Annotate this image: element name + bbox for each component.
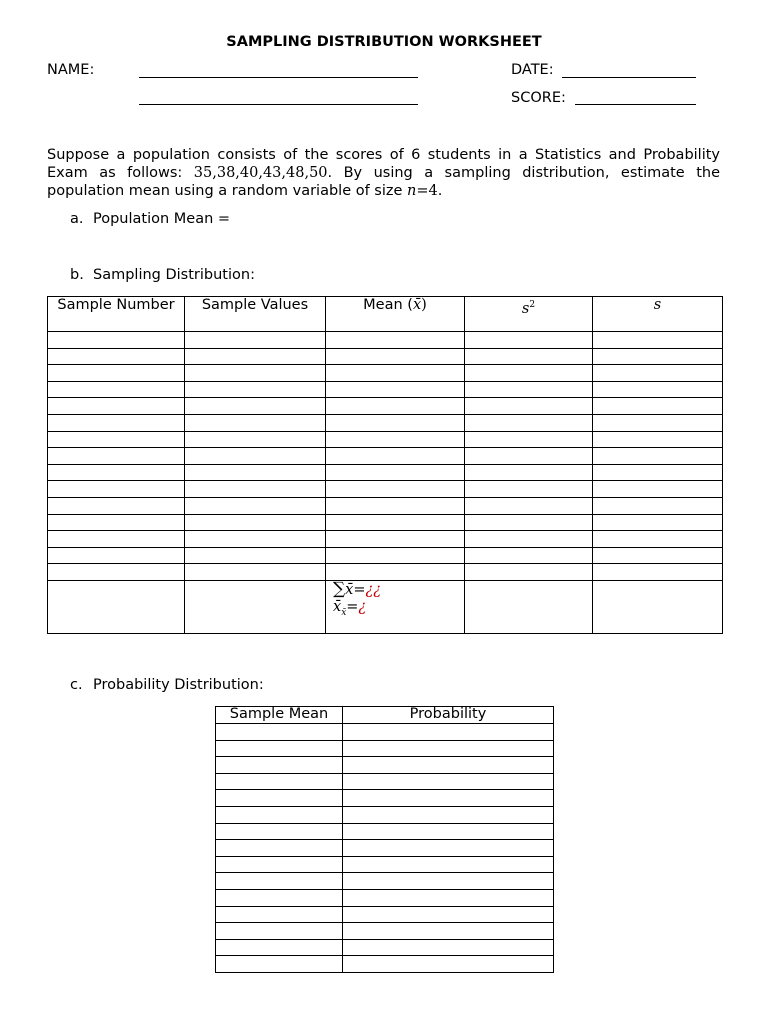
table-row [216,956,554,973]
table-cell[interactable] [48,531,185,548]
table-cell[interactable] [343,740,554,757]
table-cell[interactable] [593,481,723,498]
table-row [216,906,554,923]
sum-formula [333,578,464,599]
table-cell[interactable] [593,431,723,448]
table-cell[interactable] [593,381,723,398]
table-row [216,806,554,823]
table-row [48,365,723,382]
table-cell[interactable] [48,514,185,531]
table-cell[interactable] [343,956,554,973]
table-cell[interactable] [465,348,593,365]
table-row [48,448,723,465]
table-cell[interactable] [185,497,326,514]
table-cell[interactable] [343,906,554,923]
table-cell[interactable] [326,497,465,514]
table-cell[interactable] [48,365,185,382]
table-cell[interactable] [216,889,343,906]
table-cell[interactable] [326,464,465,481]
table-cell[interactable] [593,464,723,481]
summary-mean-cell [326,580,465,633]
col-mean-label: Mean ( [363,297,413,313]
problem-text-1: Suppose a population consists of the scores of 6 students in a Statistics and Probability Exam as follows: [47,147,720,181]
table-cell[interactable] [343,823,554,840]
table-cell[interactable] [185,464,326,481]
table-cell[interactable] [216,823,343,840]
table-row [216,939,554,956]
table-cell[interactable] [465,481,593,498]
col-sample-values: Sample Values [185,297,326,332]
table-cell[interactable] [326,564,465,581]
table-cell[interactable] [216,840,343,857]
table-cell[interactable] [216,724,343,741]
table-cell[interactable] [593,365,723,382]
table-row [216,773,554,790]
table-cell[interactable] [465,547,593,564]
table-cell[interactable] [465,332,593,349]
name-label: NAME: [47,62,95,78]
table-cell[interactable] [343,773,554,790]
summary-cell[interactable] [48,580,185,633]
col-variance-exp: 2 [529,300,536,310]
table-cell[interactable] [343,889,554,906]
summary-cell[interactable] [593,580,723,633]
table-cell[interactable] [185,531,326,548]
table-cell[interactable] [593,564,723,581]
table-cell[interactable] [326,332,465,349]
sum-var: x̄ [345,581,354,598]
population-mean-label: Population Mean = [93,211,231,227]
table-cell[interactable] [326,398,465,415]
table-cell[interactable] [48,481,185,498]
table-cell[interactable] [326,531,465,548]
table-cell[interactable] [326,514,465,531]
mean-formula [333,599,464,622]
table-cell[interactable] [185,348,326,365]
table-cell[interactable] [343,856,554,873]
table-row [48,414,723,431]
table-cell[interactable] [343,790,554,807]
col-variance-s: s [521,300,530,317]
table-cell[interactable] [593,414,723,431]
table-cell[interactable] [593,348,723,365]
table-header-row [216,707,554,724]
table-cell[interactable] [343,806,554,823]
table-cell[interactable] [593,547,723,564]
page-title: SAMPLING DISTRIBUTION WORKSHEET [226,34,542,50]
part-b-label: b. [70,267,84,283]
table-cell[interactable] [326,448,465,465]
table-cell[interactable] [48,448,185,465]
table-row [216,757,554,774]
table-cell[interactable] [48,497,185,514]
table-cell[interactable] [465,497,593,514]
col-sample-mean: Sample Mean [216,707,343,724]
mean-sub: x̄ [341,607,347,618]
table-row [48,398,723,415]
table-cell[interactable] [343,939,554,956]
col-mean-xbar: x̄ [412,297,422,313]
table-cell[interactable] [593,332,723,349]
table-cell[interactable] [465,514,593,531]
table-row [48,431,723,448]
table-cell[interactable] [48,332,185,349]
part-c-label: c. [70,677,83,693]
table-cell[interactable] [216,873,343,890]
table-cell[interactable] [48,464,185,481]
name-field-line-2[interactable] [139,104,418,105]
table-cell[interactable] [48,348,185,365]
table-cell[interactable] [48,398,185,415]
table-row [48,531,723,548]
table-cell[interactable] [185,547,326,564]
problem-text-2: . By using a sampling distribution, estimate the population mean using a random variable of size [47,165,720,199]
table-cell[interactable] [593,448,723,465]
col-probability: Probability [343,707,554,724]
table-cell[interactable] [465,531,593,548]
table-cell[interactable] [326,365,465,382]
problem-text-3: . [437,183,443,199]
table-row [216,740,554,757]
table-cell[interactable] [343,923,554,940]
table-row [48,547,723,564]
sum-error: ¿¿ [365,581,382,598]
table-cell[interactable] [465,398,593,415]
col-mean [326,297,465,332]
col-sample-number: Sample Number [48,297,185,332]
table-cell[interactable] [593,497,723,514]
table-cell[interactable] [326,431,465,448]
part-a-label: a. [70,211,84,227]
table-cell[interactable] [216,790,343,807]
date-field-line[interactable] [562,77,696,78]
sampling-distribution-table [47,296,723,634]
table-cell[interactable] [216,939,343,956]
col-std-dev [593,297,723,332]
table-row [48,481,723,498]
mean-eq: = [346,598,359,615]
table-cell[interactable] [465,414,593,431]
sum-eq: = [353,581,366,598]
table-row [48,332,723,349]
summary-cell[interactable] [465,580,593,633]
table-row [216,790,554,807]
table-header-row [48,297,723,332]
table-cell[interactable] [326,547,465,564]
table-cell[interactable] [216,956,343,973]
table-cell[interactable] [343,724,554,741]
table-cell[interactable] [326,348,465,365]
score-label: SCORE: [511,90,566,106]
table-row [48,464,723,481]
table-cell[interactable] [185,564,326,581]
table-row [48,497,723,514]
table-cell[interactable] [185,481,326,498]
table-row [216,823,554,840]
table-row [216,856,554,873]
sampling-distribution-label: Sampling Distribution: [93,267,255,283]
table-cell[interactable] [343,840,554,857]
table-cell[interactable] [185,381,326,398]
probability-distribution-label: Probability Distribution: [93,677,264,693]
table-cell[interactable] [48,414,185,431]
table-row [216,889,554,906]
table-cell[interactable] [593,514,723,531]
table-cell[interactable] [326,381,465,398]
name-field-line-1[interactable] [139,77,418,78]
table-cell[interactable] [216,773,343,790]
sum-symbol: ∑ [333,578,346,599]
table-cell[interactable] [465,448,593,465]
table-cell[interactable] [343,757,554,774]
summary-row [48,580,723,633]
table-cell[interactable] [48,381,185,398]
table-cell[interactable] [593,398,723,415]
problem-n-var: n [407,183,417,199]
table-row [216,840,554,857]
table-cell[interactable] [185,398,326,415]
problem-scores: 35,38,40,43,48,50 [193,165,328,181]
table-row [48,514,723,531]
score-field-line[interactable] [575,104,696,105]
table-cell[interactable] [465,564,593,581]
table-row [216,923,554,940]
col-std-dev-s: s [653,297,662,313]
table-cell[interactable] [185,365,326,382]
table-row [48,348,723,365]
problem-statement [47,146,720,200]
probability-distribution-table [215,706,554,973]
table-cell[interactable] [216,856,343,873]
table-cell[interactable] [216,923,343,940]
table-cell[interactable] [216,806,343,823]
table-cell[interactable] [216,740,343,757]
table-row [216,724,554,741]
table-cell[interactable] [185,414,326,431]
table-cell[interactable] [185,448,326,465]
problem-n-eq: =4 [416,183,438,199]
table-cell[interactable] [465,365,593,382]
table-cell[interactable] [465,381,593,398]
summary-cell[interactable] [185,580,326,633]
table-cell[interactable] [593,531,723,548]
table-cell[interactable] [343,873,554,890]
table-row [48,564,723,581]
mean-var: x̄ [333,598,342,615]
table-row [48,381,723,398]
table-cell[interactable] [326,481,465,498]
table-cell[interactable] [48,431,185,448]
col-variance [465,297,593,332]
table-cell[interactable] [48,564,185,581]
table-cell[interactable] [216,906,343,923]
table-cell[interactable] [185,514,326,531]
table-cell[interactable] [465,464,593,481]
col-mean-close: ) [421,297,427,313]
table-cell[interactable] [185,431,326,448]
mean-error: ¿ [358,598,367,615]
table-cell[interactable] [465,431,593,448]
table-cell[interactable] [326,414,465,431]
table-cell[interactable] [185,332,326,349]
date-label: DATE: [511,62,554,78]
table-row [216,873,554,890]
table-cell[interactable] [216,757,343,774]
table-cell[interactable] [48,547,185,564]
